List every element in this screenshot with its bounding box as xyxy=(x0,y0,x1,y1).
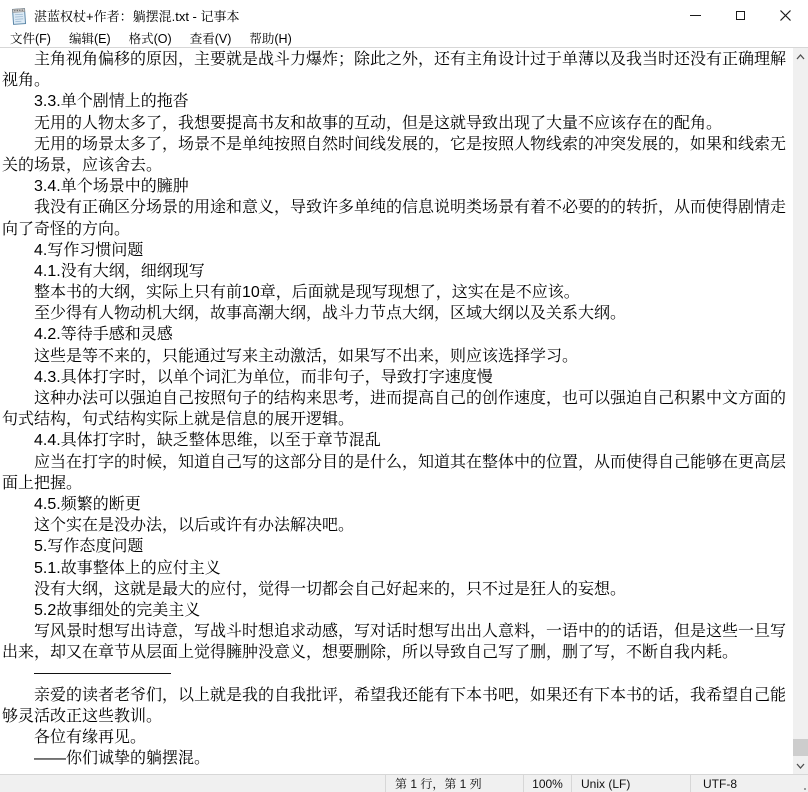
text-line: 我没有正确区分场景的用途和意义，导致许多单纯的信息说明类场景有着不必要的的转折，从而使得剧情走 xyxy=(34,199,787,217)
scrollbar-thumb[interactable] xyxy=(793,739,808,756)
text-line: 写风景时想写出诗意，写战斗时想追求动感，写对话时想写出出人意料，一语中的的话语，但是这些一旦写 xyxy=(34,623,787,641)
scroll-up-button[interactable] xyxy=(793,48,808,65)
status-line-ending: Unix (LF) xyxy=(571,775,690,792)
text-line: 4.3.具体打字时，以单个词汇为单位，而非句子，导致打字速度慢 xyxy=(34,368,493,386)
text-line: 至少得有人物动机大纲，故事高潮大纲，战斗力节点大纲，区域大纲以及关系大纲。 xyxy=(34,305,627,323)
menu-item-format[interactable]: 格式(O) xyxy=(128,32,172,46)
menu-item-view[interactable]: 查看(V) xyxy=(189,32,232,46)
text-line: 各位有缘再见。 xyxy=(34,729,147,746)
text-line: 这种办法可以强迫自己按照句子的结构来思考，进而提高自己的创作速度，也可以强迫自己积累中文方面的 xyxy=(34,390,787,407)
text-line: 应当在打字的时候，知道自己写的这部分目的是什么，知道其在整体中的位置，从而使得自己能够在更高层 xyxy=(34,453,787,471)
text-content xyxy=(0,48,793,769)
minimize-button[interactable] xyxy=(673,0,718,30)
text-line: 4.5.频繁的断更 xyxy=(34,495,141,513)
text-line: 4.4.具体打字时，缺乏整体思维，以至于章节混乱 xyxy=(34,432,381,450)
menu-bar xyxy=(0,30,808,48)
title-bar[interactable] xyxy=(0,0,808,30)
chevron-up-icon xyxy=(796,54,805,60)
text-line: 出来，却又在章节从层面上觉得臃肿没意义，想要删除，所以导致自己写了删，删了写，不断自我内耗。 xyxy=(2,644,739,662)
text-line: 这些是等不来的，只能通过写来主动激活，如果写不出来，则应该选择学习。 xyxy=(34,347,579,365)
text-divider-line xyxy=(2,663,793,684)
text-line: 这个实在是没办法，以后或许有办法解决吧。 xyxy=(34,517,355,535)
menu-item-file[interactable]: 文件(F) xyxy=(10,32,51,46)
text-line: 3.3.单个剧情上的拖沓 xyxy=(34,93,189,111)
text-line: 整本书的大纲，实际上只有前10章，后面就是现写现想了，这实在是不应该。 xyxy=(34,284,580,302)
menu-item-help[interactable]: 帮助(H) xyxy=(249,32,292,46)
text-line: 5.写作态度问题 xyxy=(34,538,144,556)
text-line: 没有大纲，这就是最大的应付，觉得一切都会自己好起来的，只不过是狂人的妄想。 xyxy=(34,580,627,598)
text-line: 无用的人物太多了，我想要提高书友和故事的互动，但是这就导致出现了大量不应该存在的配角。 xyxy=(34,114,723,132)
text-line: 4.2.等待手感和灵感 xyxy=(34,326,173,344)
text-line: 5.2故事细处的完美主义 xyxy=(34,601,201,619)
text-line: 主角视角偏移的原因，主要就是战斗力爆炸；除此之外，还有主角设计过于单薄以及我当时还没有正确理解 xyxy=(34,51,787,68)
editor-area[interactable] xyxy=(0,48,793,774)
close-icon xyxy=(780,10,791,21)
maximize-icon xyxy=(736,11,745,20)
window-controls xyxy=(673,0,808,30)
status-encoding-label: UTF-8 xyxy=(703,776,737,791)
divider-rule xyxy=(34,673,171,674)
text-line: 句式结构，句式结构实际上就是信息的展开逻辑。 xyxy=(2,411,355,429)
text-line: 亲爱的读者老爷们，以上就是我的自我批评，希望我还能有下本书吧，如果还有下本书的话，我希望自己能 xyxy=(34,686,787,704)
text-line: 够灵活改正这些教训。 xyxy=(2,707,163,725)
minimize-icon xyxy=(690,15,701,16)
vertical-scrollbar[interactable] xyxy=(793,48,808,774)
text-line: 向了奇怪的方向。 xyxy=(2,220,131,238)
text-line: 3.4.单个场景中的臃肿 xyxy=(34,178,189,196)
chevron-down-icon xyxy=(796,763,805,769)
status-bar xyxy=(0,774,808,792)
close-button[interactable] xyxy=(763,0,808,30)
status-zoom-level: 100% xyxy=(523,775,571,792)
maximize-button[interactable] xyxy=(718,0,763,30)
text-line: 视角。 xyxy=(2,72,51,90)
notepad-icon xyxy=(10,6,28,25)
text-line: 5.1.故事整体上的应付主义 xyxy=(34,559,221,577)
text-line: ——你们诚挚的躺摆混。 xyxy=(34,750,211,768)
menu-item-edit[interactable]: 编辑(E) xyxy=(68,32,111,46)
scroll-down-button[interactable] xyxy=(793,757,808,774)
text-line: 4.1.没有大纲，细纲现写 xyxy=(34,262,205,280)
resize-grip-icon[interactable] xyxy=(804,788,806,790)
text-line: 4.写作习惯问题 xyxy=(34,241,144,259)
text-line: 关的场景，应该舍去。 xyxy=(2,156,163,174)
status-spacer xyxy=(0,775,385,792)
status-encoding xyxy=(690,775,808,792)
text-line: 面上把握。 xyxy=(2,474,83,492)
status-cursor-position: 第 1 行，第 1 列 xyxy=(385,775,523,792)
window-title: 湛蓝权杖+作者：躺摆混.txt - 记事本 xyxy=(34,8,240,24)
text-line: 无用的场景太多了，场景不是单纯按照自然时间线发展的，它是按照人物线索的冲突发展的，如果和线索无 xyxy=(34,135,787,153)
